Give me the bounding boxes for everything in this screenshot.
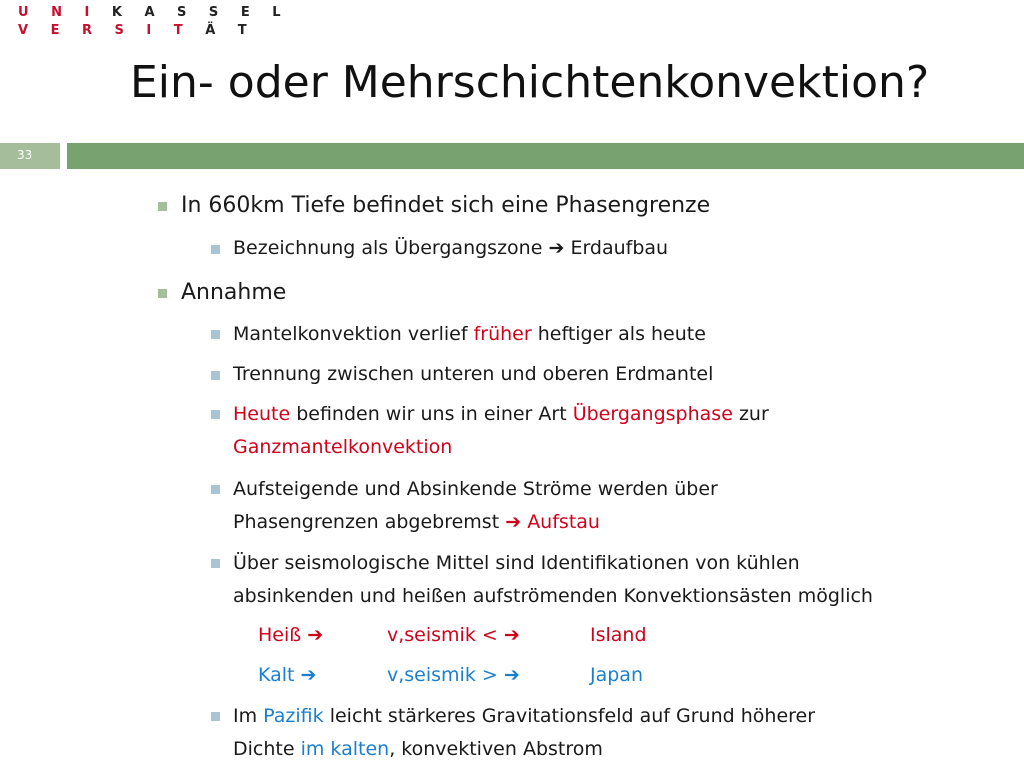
header-divider-bar: [67, 143, 1024, 169]
square-bullet-icon: [211, 712, 220, 721]
sub-bullet-text: Aufsteigende und Absinkende Ströme werden über: [233, 478, 718, 500]
sub-bullet-text: Phasengrenzen abgebremst: [233, 511, 500, 533]
square-bullet-icon: [211, 559, 220, 568]
sub-bullet-text: Trennung zwischen unteren und oberen Erdmantel: [233, 363, 714, 385]
sub-bullet: [233, 732, 603, 766]
slide-title: Ein- oder Mehrschichtenkonvektion?: [130, 57, 930, 108]
sub-bullet-text: Bezeichnung als Übergangszone: [233, 237, 543, 259]
highlight-text: Ganzmantelkonvektion: [233, 436, 453, 458]
sub-bullet-text: , konvektiven Abstrom: [389, 738, 603, 760]
square-bullet-icon: [211, 371, 220, 380]
right-arrow-icon: ➔: [503, 664, 520, 686]
cold-place: Japan: [590, 664, 643, 686]
sub-bullet: [233, 699, 815, 733]
sub-bullet: [233, 397, 769, 431]
logo-text-dark: K A S S E L: [111, 5, 290, 20]
highlight-text: Heute: [233, 403, 291, 425]
university-logo: [18, 4, 290, 40]
right-arrow-icon: ➔: [548, 237, 565, 259]
sub-bullet-text: leicht stärkeres Gravitationsfeld auf Grund höherer: [329, 705, 816, 727]
square-bullet-icon: [211, 245, 220, 254]
bullet-text: In 660km Tiefe befindet sich eine Phasengrenze: [181, 193, 711, 218]
highlight-text: im kalten: [300, 738, 390, 760]
highlight-text: Aufstau: [527, 511, 600, 533]
slide-number: 33: [17, 148, 33, 162]
sub-bullet-text: Über seismologische Mittel sind Identifikationen von kühlen: [233, 552, 800, 574]
cold-label: Kalt ➔: [258, 664, 317, 686]
sub-bullet: [233, 231, 668, 265]
square-bullet-icon: [211, 330, 220, 339]
square-bullet-icon: [211, 485, 220, 494]
hot-label: Heiß ➔: [258, 624, 324, 646]
sub-bullet-text: Im: [233, 705, 258, 727]
sub-bullet-text: Dichte: [233, 738, 295, 760]
sub-bullet-text: Erdaufbau: [570, 237, 669, 259]
bullet-text: Annahme: [181, 280, 287, 305]
sub-bullet-text: zur: [738, 403, 769, 425]
sub-bullet-text: heftiger als heute: [537, 323, 706, 345]
right-arrow-icon: ➔: [307, 624, 324, 646]
right-arrow-icon: ➔: [505, 511, 522, 533]
hot-place: Island: [590, 624, 647, 646]
logo-text-dark: Ä T: [205, 23, 256, 38]
square-bullet-icon: [158, 202, 167, 211]
sub-bullet-text: befinden wir uns in einer Art: [296, 403, 567, 425]
highlight-text: Pazifik: [263, 705, 324, 727]
highlight-text: Übergangsphase: [572, 403, 733, 425]
logo-text-red: V E R S I T: [18, 23, 192, 38]
right-arrow-icon: ➔: [503, 624, 520, 646]
square-bullet-icon: [211, 410, 220, 419]
sub-bullet: [233, 317, 706, 351]
sub-bullet: [233, 505, 600, 539]
sub-bullet-text: Mantelkonvektion verlief: [233, 323, 468, 345]
hot-velocity: v,seismik < ➔: [387, 624, 520, 646]
cold-velocity: v,seismik > ➔: [387, 664, 520, 686]
highlight-text: früher: [473, 323, 532, 345]
sub-bullet-text: absinkenden und heißen aufströmenden Konvektionsästen möglich: [233, 585, 873, 607]
right-arrow-icon: ➔: [300, 664, 317, 686]
square-bullet-icon: [158, 289, 167, 298]
logo-text-red: U N I: [18, 5, 99, 20]
